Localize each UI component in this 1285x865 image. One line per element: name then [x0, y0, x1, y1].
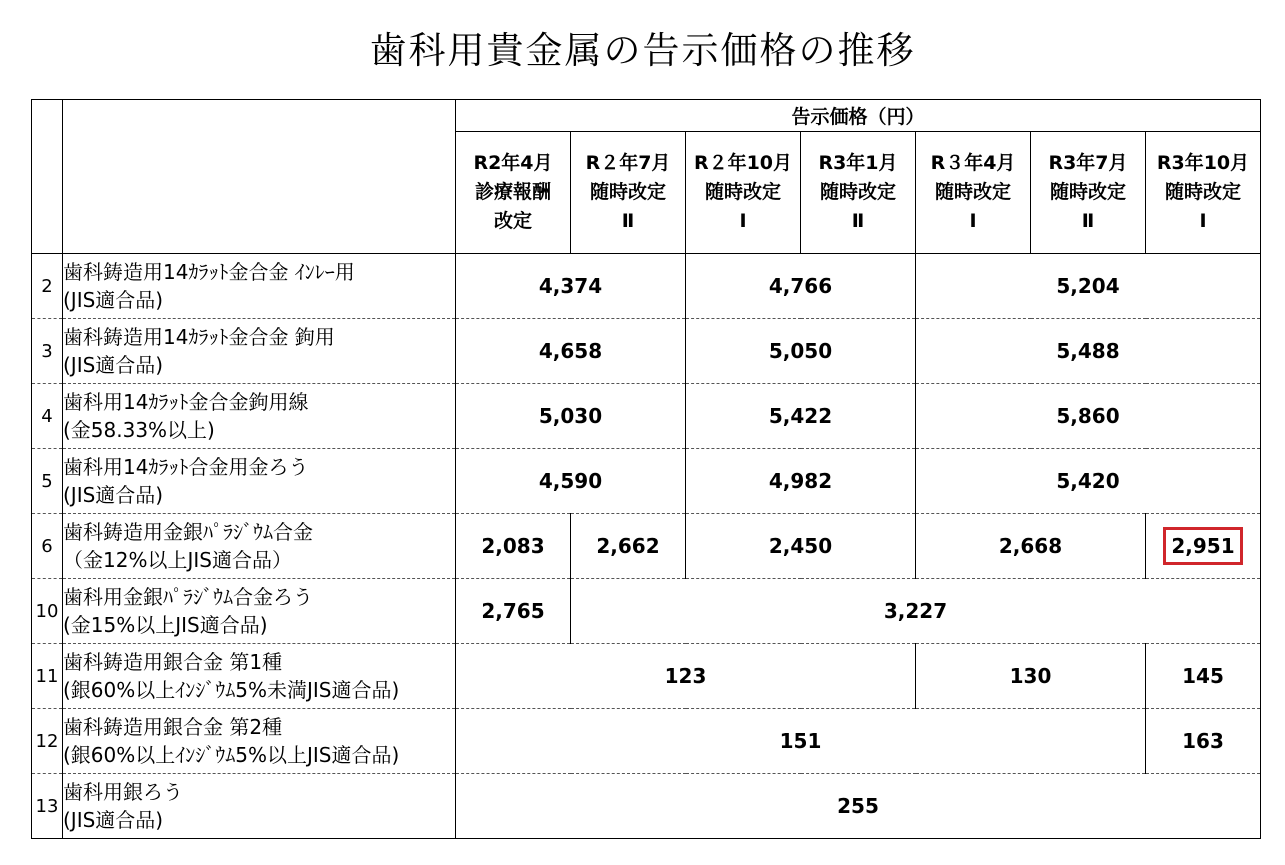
price-cell: 4,982 — [686, 449, 916, 514]
column-header: R2年4月 診療報酬 改定 — [456, 132, 571, 254]
page-title: 歯科用貴金属の告示価格の推移 — [369, 29, 916, 72]
price-cell: 4,590 — [456, 449, 686, 514]
table-row — [32, 514, 1261, 579]
price-cell-highlighted — [1146, 514, 1261, 579]
price-cell: 2,083 — [456, 514, 571, 579]
price-cell: 5,420 — [916, 449, 1261, 514]
item-name: 歯科用金銀ﾊﾟﾗｼﾞｳﾑ合金ろう (金15%以上JIS適合品) — [63, 579, 456, 644]
table-row — [32, 384, 1261, 449]
item-name: 歯科用14ｶﾗｯﾄ合金用金ろう (JIS適合品) — [63, 449, 456, 514]
row-number: 5 — [32, 449, 63, 514]
price-cell: 2,450 — [686, 514, 916, 579]
price-cell: 5,860 — [916, 384, 1261, 449]
row-number: 10 — [32, 579, 63, 644]
table-row — [32, 709, 1261, 774]
table-row — [32, 449, 1261, 514]
item-name: 歯科鋳造用銀合金 第1種 (銀60%以上ｲﾝｼﾞｳﾑ5%未満JIS適合品) — [63, 644, 456, 709]
price-table — [31, 99, 1261, 839]
column-header: R3年7月 随時改定 Ⅱ — [1031, 132, 1146, 254]
item-name: 歯科鋳造用銀合金 第2種 (銀60%以上ｲﾝｼﾞｳﾑ5%以上JIS適合品) — [63, 709, 456, 774]
price-cell: 151 — [456, 709, 1146, 774]
row-number: 4 — [32, 384, 63, 449]
table-row — [32, 774, 1261, 839]
item-name: 歯科鋳造用14ｶﾗｯﾄ金合金 鉤用 (JIS適合品) — [63, 319, 456, 384]
column-header: R3年1月 随時改定 Ⅱ — [801, 132, 916, 254]
price-cell: 4,766 — [686, 254, 916, 319]
item-name: 歯科鋳造用14ｶﾗｯﾄ金合金 ｲﾝﾚｰ用 (JIS適合品) — [63, 254, 456, 319]
row-number: 12 — [32, 709, 63, 774]
price-cell: 3,227 — [571, 579, 1261, 644]
column-header: R３年4月 随時改定 Ⅰ — [916, 132, 1031, 254]
row-number: 2 — [32, 254, 63, 319]
price-cell: 130 — [916, 644, 1146, 709]
table-row — [32, 319, 1261, 384]
group-header: 告示価格（円） — [456, 100, 1261, 132]
table-row — [32, 644, 1261, 709]
price-cell: 2,662 — [571, 514, 686, 579]
header-corner-no — [32, 100, 63, 254]
highlight-box: 2,951 — [1163, 527, 1242, 565]
price-cell: 5,030 — [456, 384, 686, 449]
price-cell: 4,658 — [456, 319, 686, 384]
price-cell: 163 — [1146, 709, 1261, 774]
column-header: R２年10月 随時改定 Ⅰ — [686, 132, 801, 254]
column-header: R3年10月 随時改定 Ⅰ — [1146, 132, 1261, 254]
item-name: 歯科鋳造用金銀ﾊﾟﾗｼﾞｳﾑ合金 （金12%以上JIS適合品） — [63, 514, 456, 579]
table-row — [32, 254, 1261, 319]
price-cell: 123 — [456, 644, 916, 709]
table-row — [32, 579, 1261, 644]
price-cell: 5,050 — [686, 319, 916, 384]
price-cell: 255 — [456, 774, 1261, 839]
header-corner-name — [63, 100, 456, 254]
row-number: 11 — [32, 644, 63, 709]
price-cell: 2,765 — [456, 579, 571, 644]
row-number: 13 — [32, 774, 63, 839]
item-name: 歯科用銀ろう (JIS適合品) — [63, 774, 456, 839]
item-name: 歯科用14ｶﾗｯﾄ金合金鉤用線 (金58.33%以上) — [63, 384, 456, 449]
price-cell: 5,488 — [916, 319, 1261, 384]
price-cell: 4,374 — [456, 254, 686, 319]
row-number: 6 — [32, 514, 63, 579]
price-cell: 2,668 — [916, 514, 1146, 579]
price-cell: 145 — [1146, 644, 1261, 709]
row-number: 3 — [32, 319, 63, 384]
price-cell: 5,422 — [686, 384, 916, 449]
column-header: R２年7月 随時改定 Ⅱ — [571, 132, 686, 254]
price-cell: 5,204 — [916, 254, 1261, 319]
